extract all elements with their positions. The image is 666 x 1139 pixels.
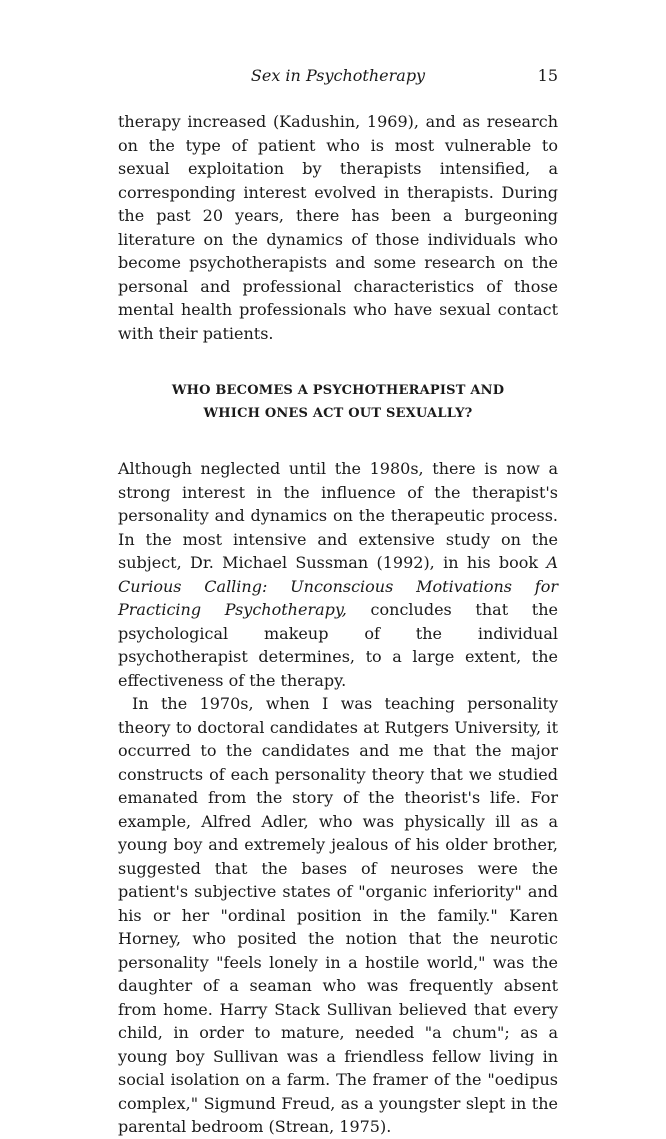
paragraph-2-text-b: concludes that the psychological makeup of the individual psychotherapist determines, to a large extent, the effectiveness of the therapy. [118,600,558,690]
paragraph-3: In the 1970s, when I was teaching personality theory to doctoral candidates at Rutgers University, it occurred to the candidates and me that the major constructs of each personality theory that we studied emanated from the story of the theorist's life. For example, Alfred Adler, who was physically ill as a young boy and extremely jealous of his older brother, suggested that the bases of neuroses were the patient's subjective states of "organic inferiority" and his or her "ordinal position in the family." Karen Horney, who posited the notion that the neurotic personality "feels lonely in a hostile world," was the daughter of a seaman who was frequently absent from home. Harry Stack Sullivan believed that every child, in order to mature, needed "a chum"; as a young boy Sullivan was a friendless fellow living in social isolation on a farm. The framer of the "oedipus complex," Sigmund Freud, as a youngster slept in the parental bedroom (Strean, 1975). [118,694,558,1136]
page-number: 15 [537,66,558,85]
body-text [118,110,558,1139]
running-head: Sex in Psychotherapy [250,66,426,85]
paragraph-1: therapy increased (Kadushin, 1969), and as research on the type of patient who is most vulnerable to sexual exploitation by therapists intensified, a corresponding interest evolved in therapists. During the past 20 years, there has been a burgeoning literature on the dynamics of those individuals who become psychotherapists and some research on the personal and professional characteristics of those mental health professionals who have sexual contact with their patients. [118,112,558,343]
paragraph-2 [118,457,558,692]
section-heading [138,379,538,425]
section-heading-line-1: WHO BECOMES A PSYCHOTHERAPIST AND [171,383,505,398]
page-header [118,64,558,88]
book-title: A Curious Calling: Unconscious Motivations for Practicing Psychotherapy, [118,553,558,619]
paragraph-2-text-a: Although neglected until the 1980s, there is now a strong interest in the influence of the therapist's personality and dynamics on the therapeutic process. In the most intensive and extensive study on the subject, Dr. Michael Sussman (1992), in his book [118,459,558,572]
section-heading-line-2: WHICH ONES ACT OUT SEXUALLY? [203,406,473,421]
